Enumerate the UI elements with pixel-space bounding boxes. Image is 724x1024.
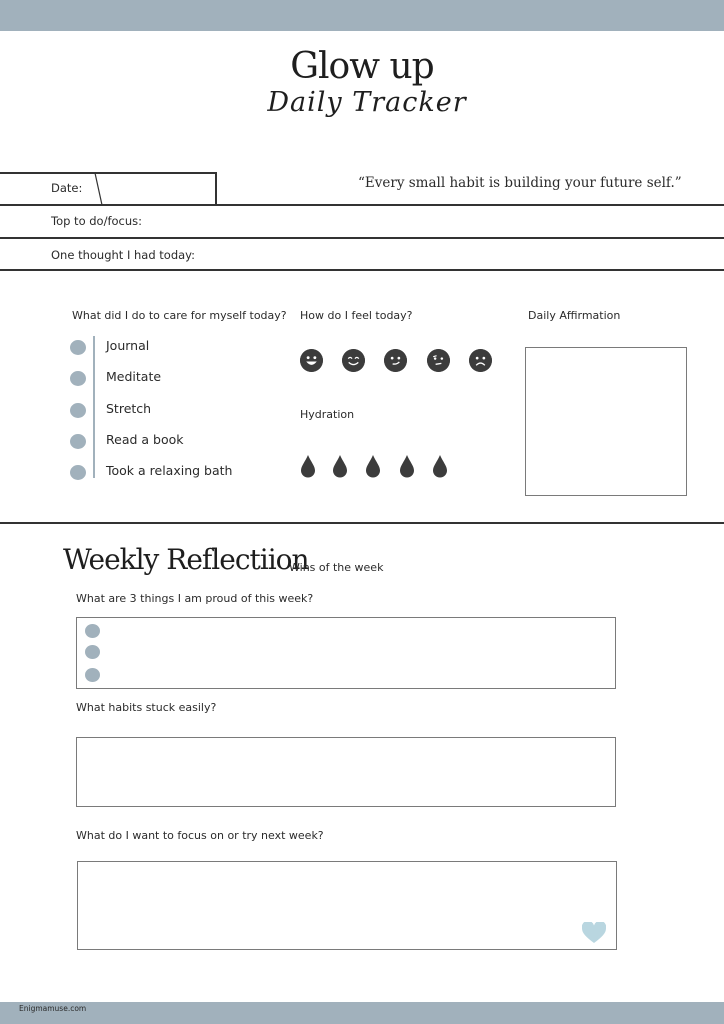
self-care-label: Meditate: [106, 369, 162, 384]
grinning-face-icon[interactable]: [300, 349, 323, 372]
checkbox-dot[interactable]: [70, 434, 86, 449]
proud-answer-box[interactable]: [76, 617, 616, 689]
focus-label: Top to do/focus:: [51, 214, 143, 228]
thought-label: One thought I had today:: [51, 248, 196, 262]
self-care-label: Journal: [106, 338, 150, 353]
top-color-band: [0, 0, 724, 31]
question-habits: What habits stuck easily?: [76, 701, 217, 714]
quote-text: “Every small habit is building your future self.”: [358, 175, 682, 191]
bullet-dot: [85, 645, 100, 659]
bottom-color-band: [0, 1002, 724, 1024]
weekly-reflection-title: Weekly Reflectiion: [63, 543, 309, 576]
date-label: Date:: [51, 181, 83, 195]
divider: [0, 269, 724, 271]
water-drop-icon[interactable]: [432, 454, 448, 478]
smirking-face-icon[interactable]: [384, 349, 407, 372]
footer-site: Enigmamuse.com: [19, 1004, 87, 1013]
thinking-face-icon[interactable]: [427, 349, 450, 372]
date-slash-divider: [94, 172, 104, 206]
question-next-week: What do I want to focus on or try next week?: [76, 829, 324, 842]
self-care-divider: [93, 336, 95, 478]
water-drop-icon[interactable]: [300, 454, 316, 478]
checkbox-dot[interactable]: [70, 403, 86, 418]
self-care-heading: What did I do to care for myself today?: [72, 309, 287, 322]
page-subtitle: Daily Tracker: [267, 87, 467, 118]
divider: [215, 172, 217, 205]
next-week-answer-box[interactable]: [77, 861, 617, 950]
wins-subtitle: Wins of the week: [289, 561, 384, 574]
affirmation-box[interactable]: [525, 347, 687, 496]
checkbox-dot[interactable]: [70, 465, 86, 480]
checkbox-dot[interactable]: [70, 371, 86, 386]
self-care-label: Stretch: [106, 401, 152, 416]
mood-heading: How do I feel today?: [300, 309, 413, 322]
self-care-label: Read a book: [106, 432, 184, 447]
bullet-dot: [85, 624, 100, 638]
water-drop-icon[interactable]: [332, 454, 348, 478]
bullet-dot: [85, 668, 100, 682]
hydration-heading: Hydration: [300, 408, 355, 421]
habits-answer-box[interactable]: [76, 737, 616, 807]
smiling-face-icon[interactable]: [342, 349, 365, 372]
water-drop-icon[interactable]: [365, 454, 381, 478]
checkbox-dot[interactable]: [70, 340, 86, 355]
frowning-face-icon[interactable]: [469, 349, 492, 372]
divider: [0, 522, 724, 524]
page-title: Glow up: [290, 46, 434, 87]
question-proud: What are 3 things I am proud of this week?: [76, 592, 314, 605]
self-care-label: Took a relaxing bath: [106, 463, 233, 478]
divider: [0, 172, 216, 174]
divider: [0, 237, 724, 239]
water-drop-icon[interactable]: [399, 454, 415, 478]
affirmation-heading: Daily Affirmation: [528, 309, 621, 322]
heart-icon: [582, 922, 606, 944]
divider: [0, 204, 724, 206]
